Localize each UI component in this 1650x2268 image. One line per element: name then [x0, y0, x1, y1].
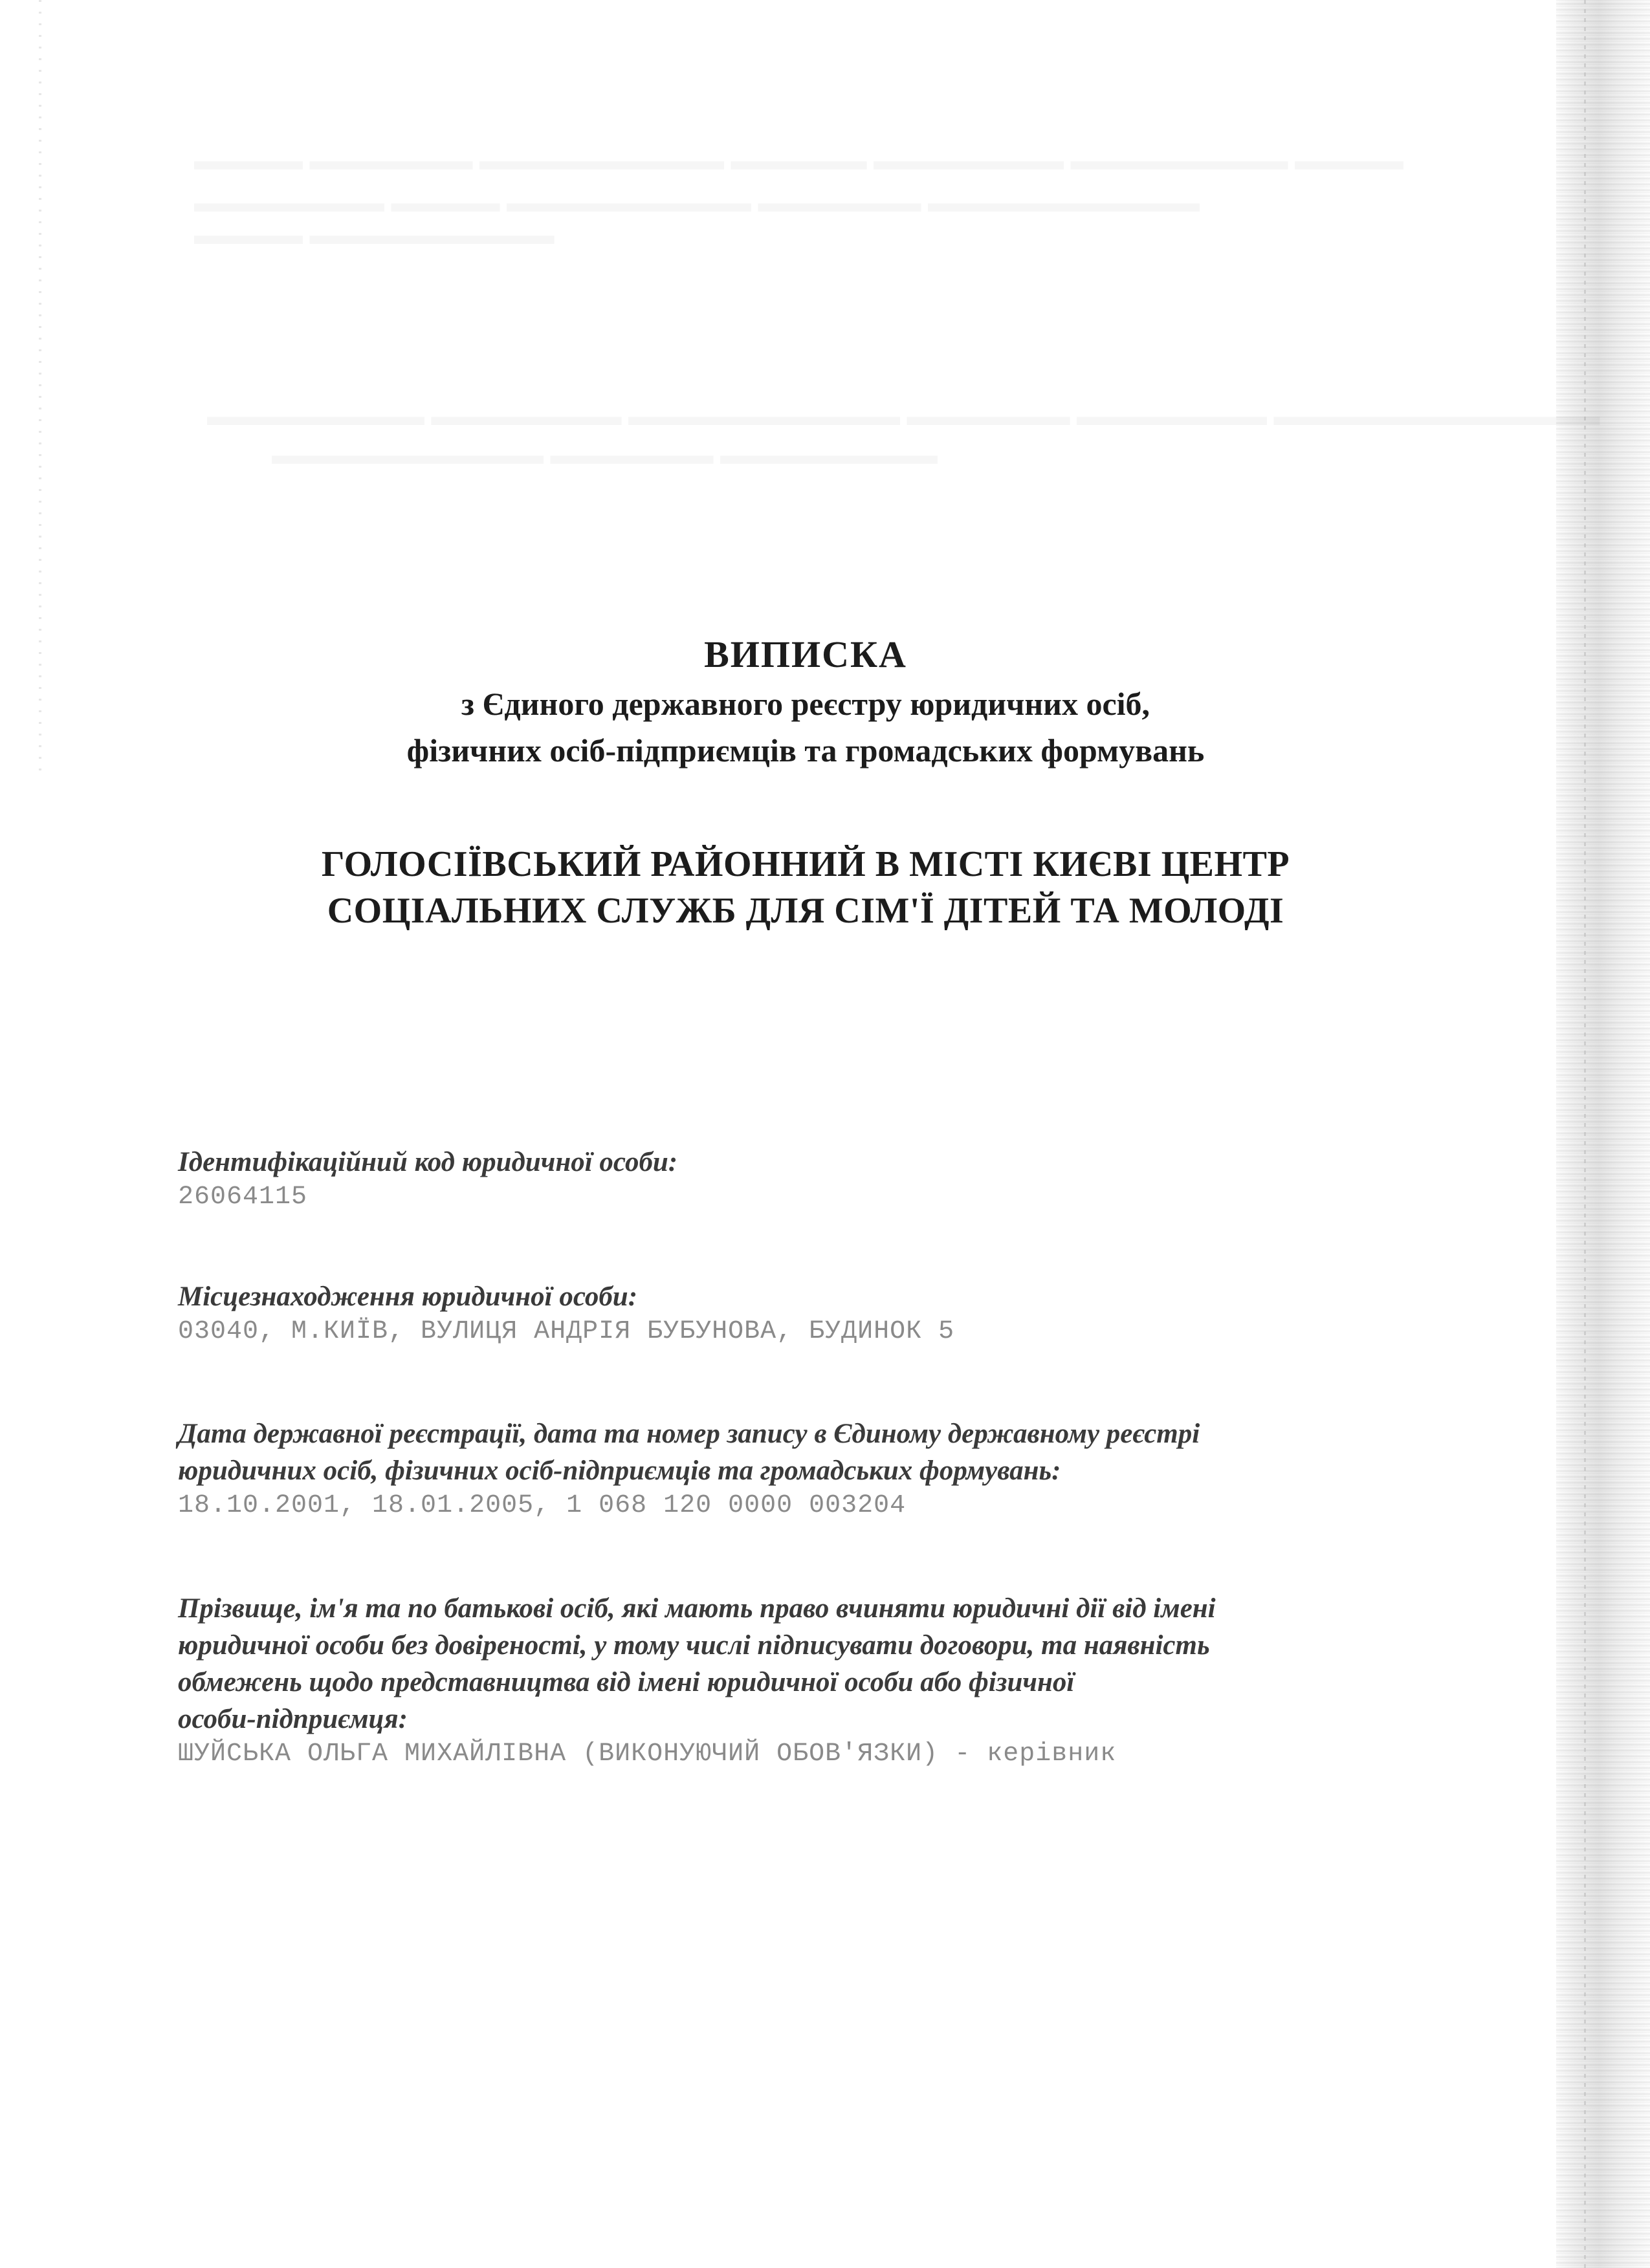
field-representatives: [178, 1590, 1440, 1771]
representatives-label-line-3: обмежень щодо представництва від імені юридичної особи або фізичної: [178, 1667, 1075, 1697]
organization-name: [0, 841, 1611, 934]
representatives-label-line-4: особи-підприємця:: [178, 1704, 408, 1734]
registration-label-line-2: юридичних осіб, фізичних осіб-підприємців та громадських формувань:: [178, 1456, 1061, 1486]
bleed-through: [194, 188, 1200, 219]
representatives-label-line-1: Прізвище, ім'я та по батькові осіб, які мають право вчиняти юридичні дії від імені: [178, 1593, 1216, 1624]
location-label: Місцезнаходження юридичної особи:: [178, 1281, 638, 1312]
representatives-label-line-2: юридичної особи без довіреності, у тому числі підписувати договори, та наявність: [178, 1630, 1210, 1661]
representatives-value: ШУЙСЬКА ОЛЬГА МИХАЙЛІВНА (ВИКОНУЮЧИЙ ОБОВ'ЯЗКИ) - керівник: [178, 1739, 1117, 1769]
document-subtitle-line-1: з Єдиного державного реєстру юридичних осіб,: [461, 686, 1150, 722]
organization-name-line-1: ГОЛОСІЇВСЬКИЙ РАЙОННИЙ В МІСТІ КИЄВІ ЦЕНТР: [321, 844, 1290, 884]
scanner-edge-line: [1584, 0, 1586, 2268]
id-code-value: 26064115: [178, 1183, 308, 1212]
scanner-edge: [1556, 0, 1650, 2268]
registration-value: 18.10.2001, 18.01.2005, 1 068 120 0000 003204: [178, 1491, 907, 1520]
location-value: 03040, М.КИЇВ, ВУЛИЦЯ АНДРІЯ БУБУНОВА, БУДИНОК 5: [178, 1317, 955, 1346]
bleed-through: [194, 220, 555, 251]
field-id-code: [178, 1144, 1440, 1214]
document-subtitle-line-2: фізичних осіб-підприємців та громадських формувань: [406, 732, 1205, 769]
field-location: [178, 1278, 1440, 1349]
id-code-label: Ідентифікаційний код юридичної особи:: [178, 1147, 678, 1177]
document-title-block: [0, 629, 1611, 774]
bleed-through: [194, 146, 1403, 177]
registration-label-line-1: Дата державної реєстрації, дата та номер запису в Єдиному державному реєстрі: [178, 1419, 1200, 1449]
field-registration: [178, 1415, 1440, 1523]
document-title: ВИПИСКА: [704, 633, 907, 675]
organization-name-line-2: СОЦІАЛЬНИХ СЛУЖБ ДЛЯ СІМ'Ї ДІТЕЙ ТА МОЛОДІ: [327, 891, 1284, 931]
bleed-through: [207, 401, 1600, 432]
bleed-through: [272, 440, 938, 471]
